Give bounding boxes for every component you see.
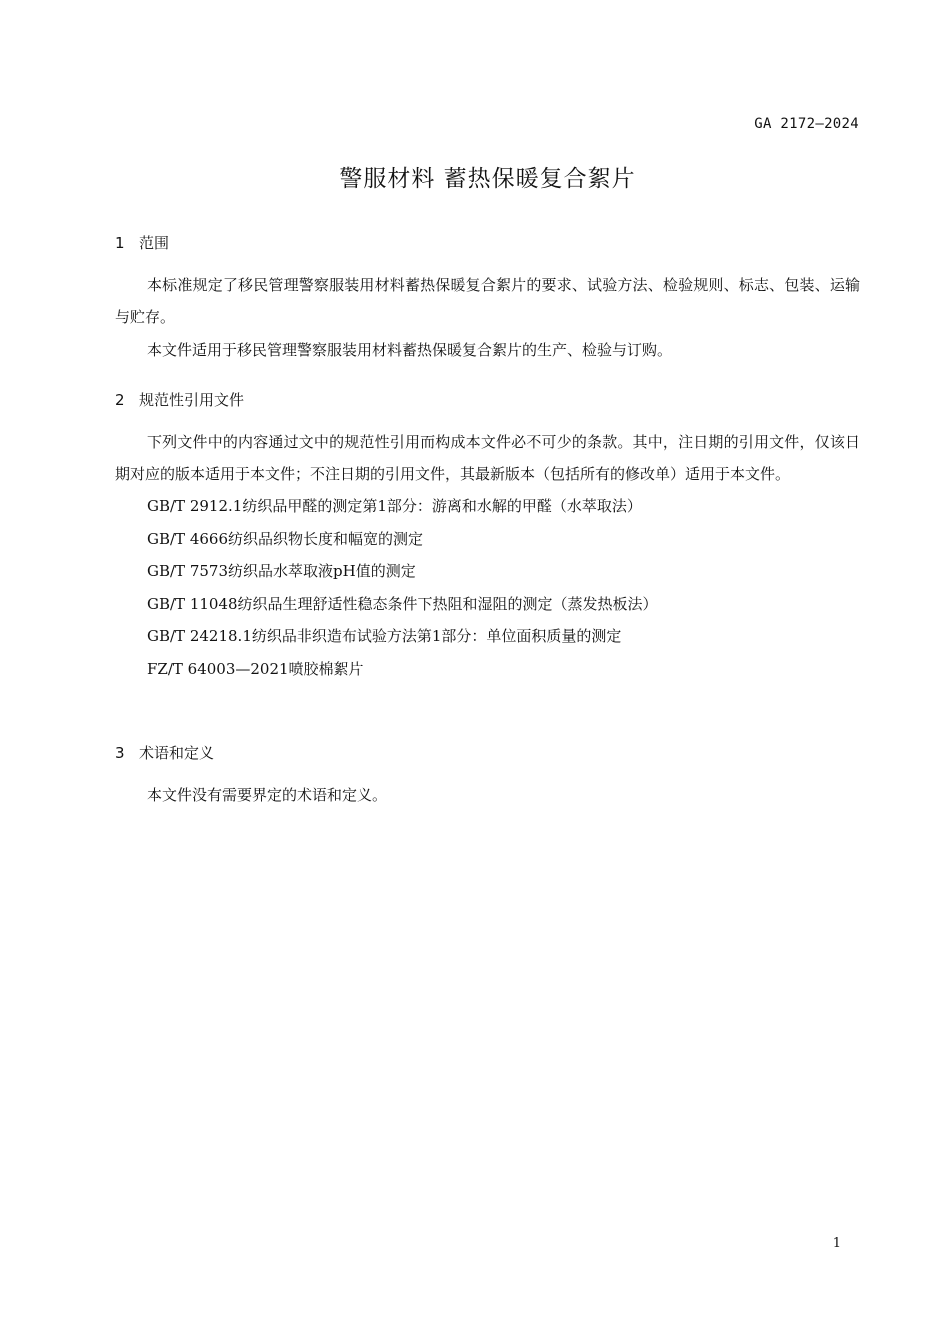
- reference-item: GB/T 7573纺织品水萃取液pH值的测定: [147, 562, 416, 581]
- section-title: 规范性引用文件: [139, 391, 245, 409]
- reference-item: GB/T 11048纺织品生理舒适性稳态条件下热阻和湿阻的测定（蒸发热板法）: [147, 594, 658, 613]
- section-number: 1: [115, 234, 125, 252]
- reference-item: GB/T 4666纺织品织物长度和幅宽的测定: [147, 529, 424, 548]
- section-heading: [115, 742, 860, 764]
- section-number: 3: [115, 744, 125, 762]
- section-terms-definitions: [115, 742, 860, 811]
- paragraph: 本文件适用于移民管理警察服装用材料蓄热保暖复合絮片的生产、检验与订购。: [147, 341, 673, 359]
- paragraph: 本文件没有需要界定的术语和定义。: [147, 786, 388, 804]
- section-title: 术语和定义: [139, 744, 215, 762]
- reference-item: FZ/T 64003—2021喷胶棉絮片: [147, 659, 364, 678]
- page-number: 1: [832, 1236, 841, 1251]
- section-title: 范围: [139, 234, 170, 252]
- section-number: 2: [115, 391, 125, 409]
- section-normative-references: [115, 389, 860, 686]
- section-heading: [115, 232, 860, 254]
- section-heading: [115, 389, 860, 411]
- reference-list: [115, 490, 860, 686]
- section-scope: [115, 232, 860, 366]
- reference-item: GB/T 2912.1纺织品甲醛的测定第1部分：游离和水解的甲醛（水萃取法）: [147, 497, 642, 515]
- paragraph: 下列文件中的内容通过文中的规范性引用而构成本文件必不可少的条款。其中，注日期的引用文件，仅该日期对应的版本适用于本文件；不注日期的引用文件，其最新版本（包括所有的修改单）适用于本文件。: [115, 433, 860, 483]
- document-title: 警服材料 蓄热保暖复合絮片: [339, 166, 636, 192]
- paragraph: 本标准规定了移民管理警察服装用材料蓄热保暖复合絮片的要求、试验方法、检验规则、标志、包装、运输与贮存。: [115, 276, 860, 326]
- standard-code: GA 2172—2024: [754, 116, 859, 132]
- reference-item: GB/T 24218.1纺织品非织造布试验方法第1部分：单位面积质量的测定: [147, 627, 622, 646]
